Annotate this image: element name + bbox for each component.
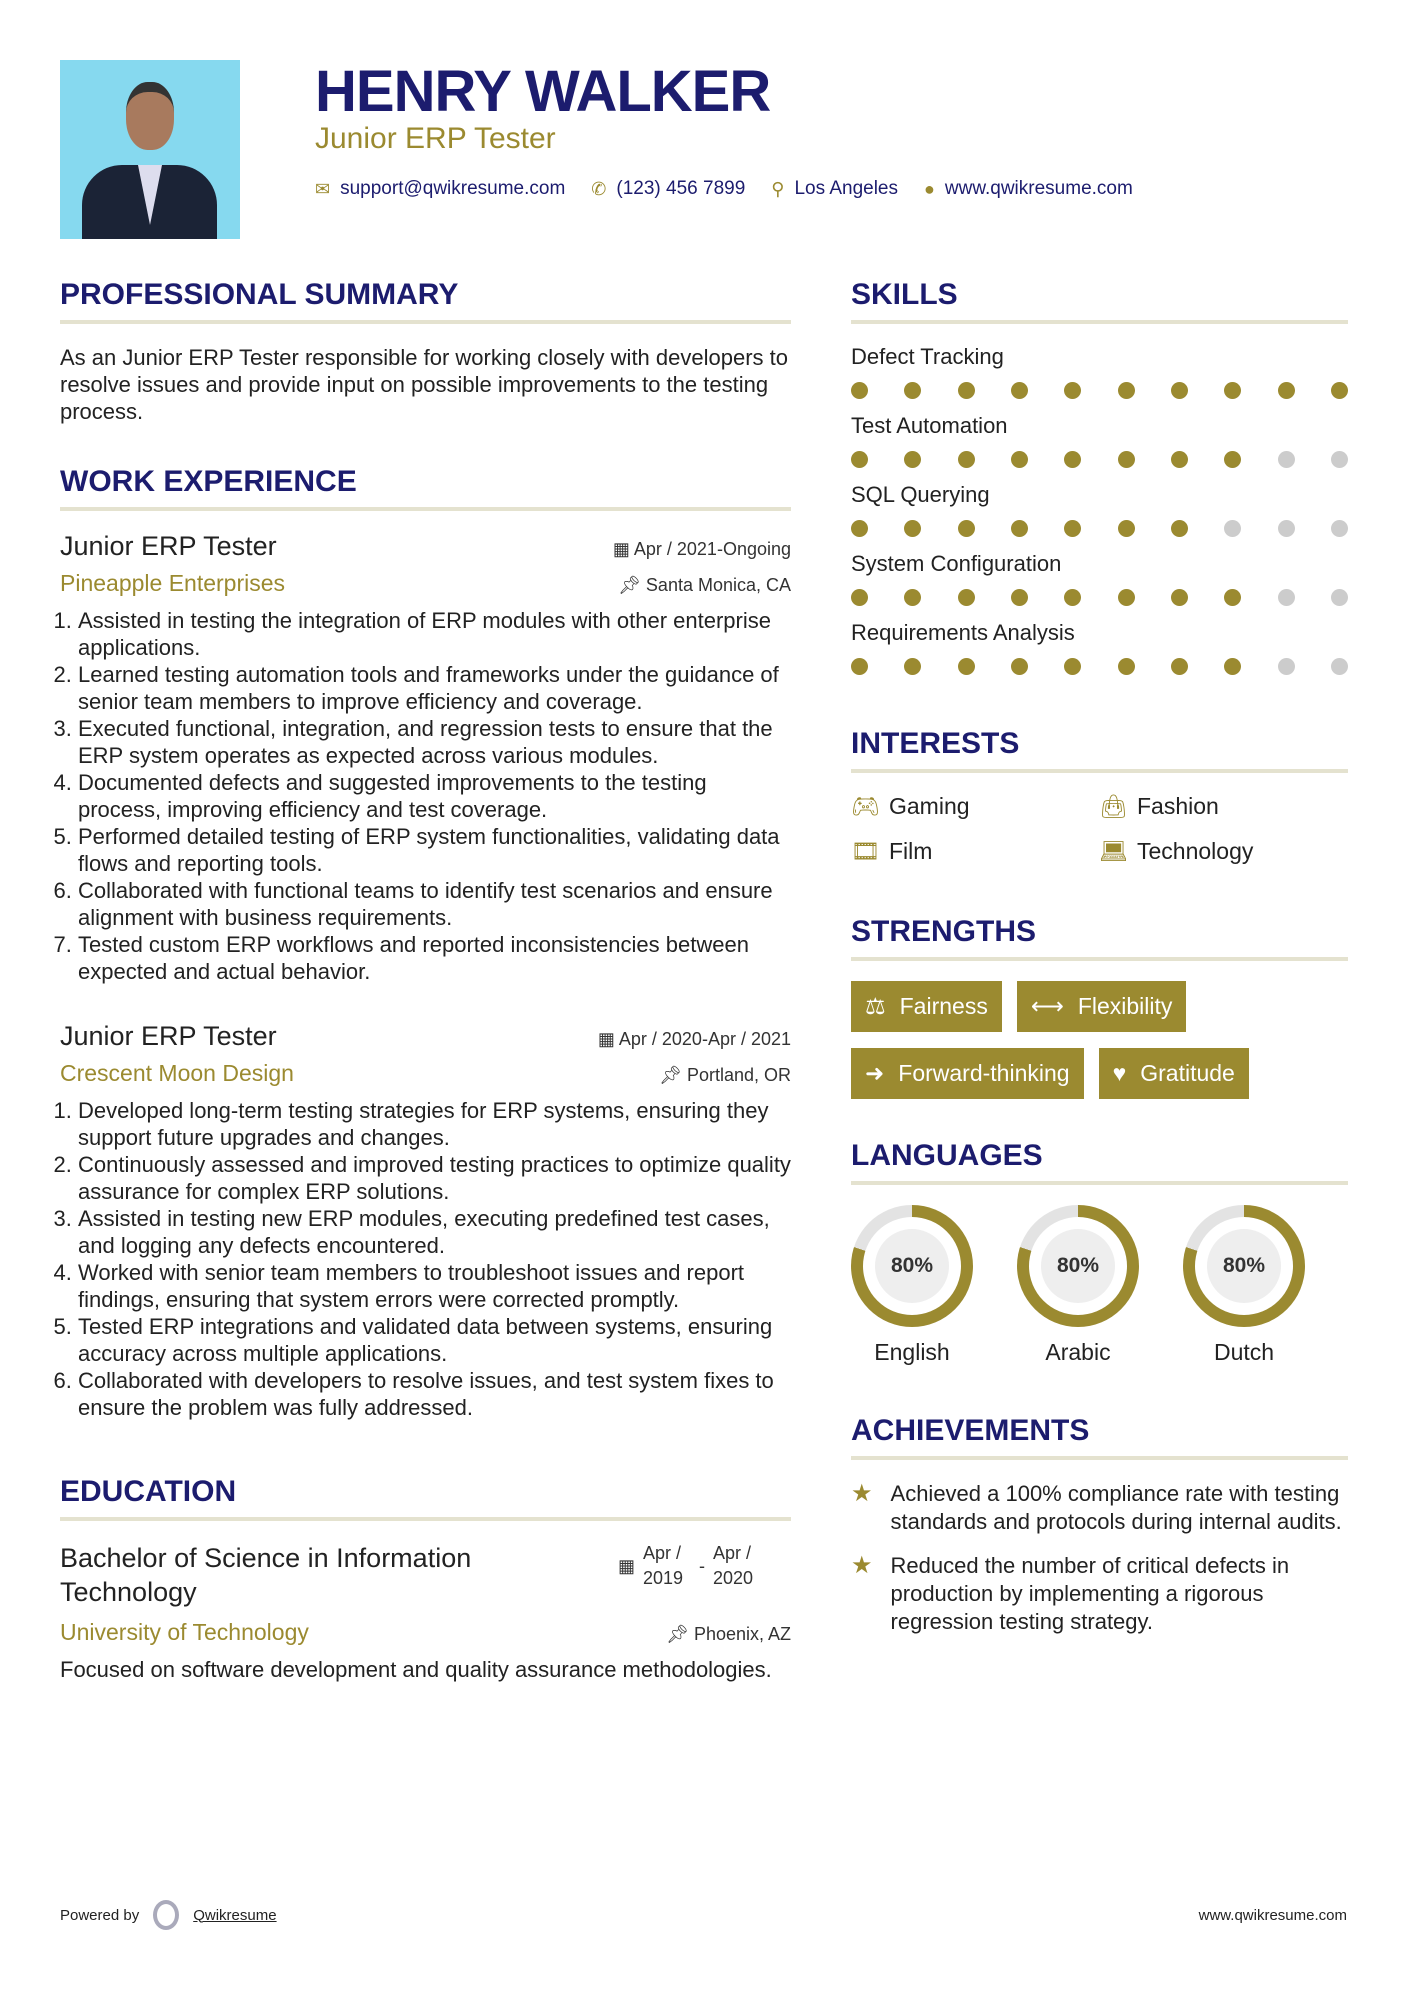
website-link[interactable]: www.qwikresume.com bbox=[944, 178, 1133, 199]
language-percent: 80% bbox=[1207, 1229, 1281, 1303]
company-name: Pineapple Enterprises bbox=[60, 570, 286, 596]
left-column: PROFESSIONAL SUMMARY As an Junior ERP Tester responsible for working closely with developers to resolve issues and provide input on possible improvements to the testing process. WORK EXPERIENCE Junior ERP Tester ▦ Apr / 2021-Ongoing Pineapple Enterprises 📌︎ Santa Monica, CA 1. Assisted in testing the integration of ERP modules with other enterprise applications. 2. Learned testing automation tools and frameworks under the guidance of senior team members to improve efficiency and coverage. 3. Executed functional, integration, and regression tests to ensure that the ERP system operates as expected across various modules. 4. Documented defects and suggested improvements to the testing process, improving efficiency and test coverage. 5. Performed detailed testing of ERP system functionalities, validating data flows and reporting tools. 6. Collaborated with functional teams to identify test scenarios and ensure alignment with business requirements. 7. Tested custom ERP workflows and reported inconsistencies between expected and actual behavior. Junior ERP Tester ▦ Apr / 2020-Apr / 2021 Crescent Moon Design 📌︎ Portland, OR 1. Developed long-term testing strategies for ERP systems, ensuring they support future upgrades and changes. 2. Continuously assessed and improved testing practices to optimize quality assurance for complex ERP solutions. 3. Assisted in testing new ERP modules, executing predefined test cases, and logging any defects encountered. 4. Worked with senior team members to troubleshoot issues and report findings, ensuring that system errors were corrected promptly. 5. Tested ERP integrations and validated data between systems, ensuring accuracy across multiple applications. 6. Collaborated with developers to resolve issues, and test system fixes to ensure the problem was fully addressed. EDUCATION Bachelor of Science in Information Technology ▦ Apr / 2019 - Apr / 2020 University of Technology 📌︎ Phoenix, AZ Focused on software development and quality assurance methodologies. bbox=[60, 278, 791, 1683]
rating-dot bbox=[1118, 658, 1135, 675]
job-title: Junior ERP Tester bbox=[60, 531, 277, 561]
education-heading: EDUCATION bbox=[60, 1475, 791, 1521]
rating-dot bbox=[1064, 520, 1081, 537]
job-entry bbox=[60, 531, 791, 985]
rating-dot bbox=[904, 520, 921, 537]
rating-dot bbox=[1064, 382, 1081, 399]
summary-text: As an Junior ERP Tester responsible for working closely with developers to resolve issues and provide input on possible improvements to the testing process. bbox=[60, 345, 788, 424]
company-name: Crescent Moon Design bbox=[60, 1060, 294, 1086]
achievement-item bbox=[851, 1552, 1348, 1636]
work-heading: WORK EXPERIENCE bbox=[60, 465, 791, 511]
brand-link[interactable]: Qwikresume bbox=[193, 1906, 277, 1924]
language-percent: 80% bbox=[1041, 1229, 1115, 1303]
skill-rating bbox=[851, 520, 1348, 537]
job-bullet: 4. Documented defects and suggested improvements to the testing process, improving efficiency and test coverage. bbox=[78, 769, 791, 823]
rating-dot bbox=[1011, 382, 1028, 399]
pin-icon: 📌︎ bbox=[666, 1624, 694, 1644]
job-bullets bbox=[78, 607, 791, 985]
rating-dot bbox=[904, 589, 921, 606]
rating-dot bbox=[1278, 382, 1295, 399]
rating-dot bbox=[1331, 382, 1348, 399]
rating-dot bbox=[1224, 451, 1241, 468]
job-bullet: 7. Tested custom ERP workflows and reported inconsistencies between expected and actual behavior. bbox=[78, 931, 791, 985]
pin-icon: 📌︎ bbox=[618, 575, 646, 595]
skill-rating bbox=[851, 382, 1348, 399]
rating-dot bbox=[958, 451, 975, 468]
rating-dot bbox=[1331, 451, 1348, 468]
rating-dot bbox=[851, 658, 868, 675]
job-bullet: 1. Assisted in testing the integration of ERP modules with other enterprise applications. bbox=[78, 607, 791, 661]
interest-label: Fashion bbox=[1137, 793, 1219, 819]
language-item bbox=[851, 1205, 973, 1366]
job-bullet: 6. Collaborated with developers to resolve issues, and test system fixes to ensure the problem was fully addressed. bbox=[78, 1367, 791, 1421]
interest-item bbox=[851, 838, 1099, 865]
achievement-item bbox=[851, 1480, 1348, 1536]
strength-tag bbox=[851, 1048, 1084, 1099]
skill-name: Defect Tracking bbox=[851, 344, 1004, 369]
summary-heading: PROFESSIONAL SUMMARY bbox=[60, 278, 791, 324]
skill-name: SQL Querying bbox=[851, 482, 990, 507]
email-link[interactable]: support@qwikresume.com bbox=[340, 178, 566, 199]
rating-dot bbox=[1064, 451, 1081, 468]
rating-dot bbox=[1171, 658, 1188, 675]
job-bullet: 6. Collaborated with functional teams to identify test scenarios and ensure alignment with business requirements. bbox=[78, 877, 791, 931]
interest-item bbox=[1099, 838, 1347, 865]
interest-label: Technology bbox=[1137, 838, 1254, 864]
school: University of Technology bbox=[60, 1619, 309, 1645]
rating-dot bbox=[1278, 520, 1295, 537]
footer-site[interactable]: www.qwikresume.com bbox=[1198, 1906, 1347, 1924]
strength-tag bbox=[1099, 1048, 1249, 1099]
skill-item bbox=[851, 344, 1348, 399]
candidate-name: HENRY WALKER bbox=[315, 59, 771, 124]
rating-dot bbox=[958, 658, 975, 675]
skills-heading: SKILLS bbox=[851, 278, 1348, 324]
job-bullet: 1. Developed long-term testing strategies for ERP systems, ensuring they support future upgrades and changes. bbox=[78, 1097, 791, 1151]
skill-name: Test Automation bbox=[851, 413, 1008, 438]
heart-icon: ♥ bbox=[1112, 1060, 1127, 1086]
rating-dot bbox=[1331, 589, 1348, 606]
qwikresume-logo bbox=[153, 1900, 179, 1930]
rating-dot bbox=[1171, 382, 1188, 399]
edu-location: Phoenix, AZ bbox=[693, 1624, 791, 1644]
rating-dot bbox=[958, 520, 975, 537]
language-ring bbox=[1183, 1205, 1305, 1327]
rating-dot bbox=[1331, 658, 1348, 675]
job-date: Apr / 2021-Ongoing bbox=[633, 539, 791, 559]
strength-label: Fairness bbox=[899, 993, 988, 1019]
rating-dot bbox=[1331, 520, 1348, 537]
job-bullet: 2. Learned testing automation tools and frameworks under the guidance of senior team members to improve efficiency and coverage. bbox=[78, 661, 791, 715]
rating-dot bbox=[1278, 658, 1295, 675]
language-ring bbox=[851, 1205, 973, 1327]
powered-by: Powered by bbox=[60, 1906, 140, 1924]
profile-photo bbox=[60, 60, 240, 239]
job-entry bbox=[60, 1021, 791, 1421]
interest-item bbox=[1099, 793, 1347, 820]
rating-dot bbox=[904, 451, 921, 468]
job-bullet: 3. Executed functional, integration, and regression tests to ensure that the ERP system operates as expected across various modules. bbox=[78, 715, 791, 769]
phone-text: (123) 456 7899 bbox=[616, 178, 746, 199]
achievement-text: Achieved a 100% compliance rate with testing standards and protocols during internal audits. bbox=[890, 1481, 1342, 1534]
language-item bbox=[1017, 1205, 1139, 1366]
language-item bbox=[1183, 1205, 1305, 1366]
rating-dot bbox=[851, 520, 868, 537]
education-text: Focused on software development and quality assurance methodologies. bbox=[60, 1657, 772, 1682]
phone-icon: ✆ bbox=[591, 178, 607, 199]
language-percent: 80% bbox=[875, 1229, 949, 1303]
skill-rating bbox=[851, 451, 1348, 468]
rating-dot bbox=[1171, 451, 1188, 468]
rating-dot bbox=[1064, 589, 1081, 606]
rating-dot bbox=[1278, 451, 1295, 468]
star-icon: ★ bbox=[851, 1552, 873, 1579]
job-bullet: 5. Tested ERP integrations and validated data between systems, ensuring accuracy across multiple applications. bbox=[78, 1313, 791, 1367]
languages-heading: LANGUAGES bbox=[851, 1139, 1348, 1185]
skill-item bbox=[851, 551, 1348, 606]
rating-dot bbox=[851, 382, 868, 399]
footer bbox=[60, 1900, 1347, 1930]
rating-dot bbox=[1224, 589, 1241, 606]
job-bullet: 3. Assisted in testing new ERP modules, executing predefined test cases, and logging any defects encountered. bbox=[78, 1205, 791, 1259]
rating-dot bbox=[1224, 520, 1241, 537]
calendar-icon: ▦ bbox=[617, 1555, 635, 1576]
skill-name: System Configuration bbox=[851, 551, 1062, 576]
calendar-icon: ▦ bbox=[597, 1029, 619, 1049]
rating-dot bbox=[1118, 589, 1135, 606]
skill-rating bbox=[851, 658, 1348, 675]
language-name: English bbox=[874, 1339, 950, 1365]
job-bullet: 2. Continuously assessed and improved testing practices to optimize quality assurance for complex ERP solutions. bbox=[78, 1151, 791, 1205]
interest-label: Gaming bbox=[889, 793, 970, 819]
calendar-icon: ▦ bbox=[612, 539, 634, 559]
edu-end: Apr / 2020 bbox=[713, 1543, 754, 1588]
language-name: Arabic bbox=[1045, 1339, 1111, 1365]
rating-dot bbox=[1011, 658, 1028, 675]
rating-dot bbox=[1224, 382, 1241, 399]
pin-icon: 📌︎ bbox=[659, 1065, 687, 1085]
rating-dot bbox=[1171, 589, 1188, 606]
interest-label: Film bbox=[889, 838, 933, 864]
job-bullet: 5. Performed detailed testing of ERP system functionalities, validating data flows and reporting tools. bbox=[78, 823, 791, 877]
job-location: Santa Monica, CA bbox=[645, 575, 791, 595]
rating-dot bbox=[904, 658, 921, 675]
rating-dot bbox=[851, 451, 868, 468]
strength-tag bbox=[1017, 981, 1187, 1032]
rating-dot bbox=[1171, 520, 1188, 537]
skill-item bbox=[851, 620, 1348, 675]
skill-item bbox=[851, 482, 1348, 537]
rating-dot bbox=[1011, 451, 1028, 468]
candidate-role: Junior ERP Tester bbox=[315, 122, 556, 155]
star-icon: ★ bbox=[851, 1480, 873, 1507]
laptop-icon: 💻︎ bbox=[1099, 838, 1129, 864]
arrow-right-icon: ➜ bbox=[865, 1060, 885, 1086]
balance-scale-icon: ⚖ bbox=[865, 993, 886, 1019]
globe-icon: ● bbox=[924, 178, 935, 199]
rating-dot bbox=[958, 382, 975, 399]
rating-dot bbox=[1118, 520, 1135, 537]
strength-label: Gratitude bbox=[1140, 1060, 1235, 1086]
job-title: Junior ERP Tester bbox=[60, 1021, 277, 1051]
skill-name: Requirements Analysis bbox=[851, 620, 1075, 645]
interest-item bbox=[851, 793, 1099, 820]
rating-dot bbox=[904, 382, 921, 399]
gamepad-icon: 🎮︎ bbox=[851, 793, 881, 819]
job-bullets bbox=[78, 1097, 791, 1421]
strength-label: Flexibility bbox=[1077, 993, 1173, 1019]
degree: Bachelor of Science in Information Technology bbox=[60, 1543, 472, 1607]
language-name: Dutch bbox=[1213, 1339, 1275, 1365]
strength-label: Forward-thinking bbox=[898, 1060, 1070, 1086]
rating-dot bbox=[958, 589, 975, 606]
achievements-heading: ACHIEVEMENTS bbox=[851, 1414, 1348, 1460]
map-marker-icon: ⚲ bbox=[771, 178, 785, 199]
edu-start: Apr / 2019 bbox=[643, 1543, 684, 1588]
language-ring bbox=[1017, 1205, 1139, 1327]
rating-dot bbox=[1118, 451, 1135, 468]
rating-dot bbox=[851, 589, 868, 606]
job-date: Apr / 2020-Apr / 2021 bbox=[618, 1029, 791, 1049]
job-location: Portland, OR bbox=[686, 1065, 791, 1085]
film-icon: 🎞︎ bbox=[851, 838, 881, 864]
rating-dot bbox=[1064, 658, 1081, 675]
shopping-bag-icon: 👜︎ bbox=[1099, 793, 1129, 819]
rating-dot bbox=[1011, 520, 1028, 537]
strength-tag bbox=[851, 981, 1002, 1032]
rating-dot bbox=[1224, 658, 1241, 675]
contact-bar bbox=[315, 178, 1147, 200]
rating-dot bbox=[1278, 589, 1295, 606]
rating-dot bbox=[1118, 382, 1135, 399]
interests-heading: INTERESTS bbox=[851, 727, 1348, 773]
envelope-icon: ✉ bbox=[315, 178, 331, 199]
achievement-text: Reduced the number of critical defects in production by implementing a rigorous regression testing strategy. bbox=[890, 1553, 1290, 1634]
job-bullet: 4. Worked with senior team members to troubleshoot issues and report findings, ensuring that system errors were corrected promptly. bbox=[78, 1259, 791, 1313]
right-column bbox=[851, 278, 1348, 1652]
strengths-heading: STRENGTHS bbox=[851, 915, 1348, 961]
arrows-h-icon: ⟷ bbox=[1030, 993, 1064, 1019]
skill-rating bbox=[851, 589, 1348, 606]
skill-item bbox=[851, 413, 1348, 468]
location-text: Los Angeles bbox=[794, 178, 898, 199]
rating-dot bbox=[1011, 589, 1028, 606]
